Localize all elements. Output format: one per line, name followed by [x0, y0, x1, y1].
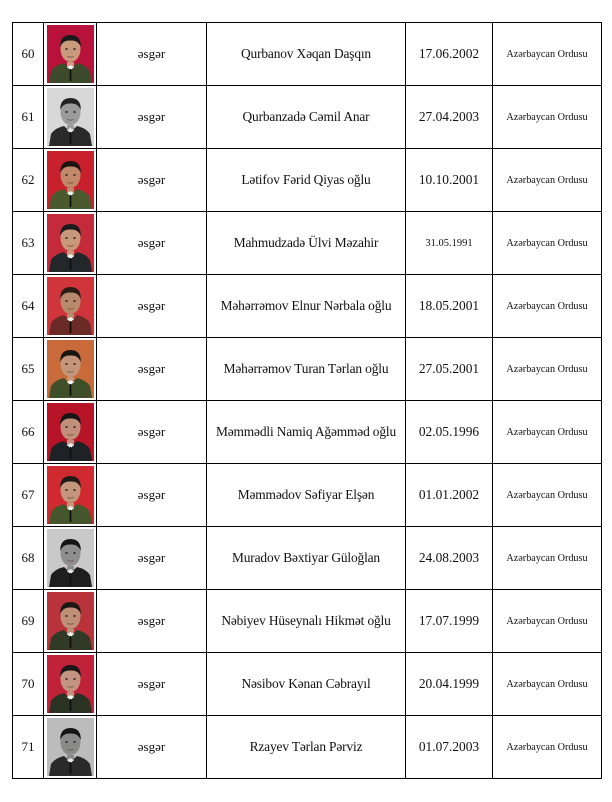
portrait-eye-right: [73, 48, 76, 50]
portrait-photo: [47, 214, 94, 272]
row-number: 66: [13, 401, 44, 464]
portrait-svg: [47, 151, 94, 209]
portrait-svg: [47, 655, 94, 713]
table-row: [13, 716, 602, 779]
rank: əsgər: [97, 590, 207, 653]
portrait-eye-left: [65, 363, 68, 365]
full-name: Məhərrəmov Elnur Nərbala oğlu: [207, 275, 406, 338]
full-name: Məhərrəmov Turan Tərlan oğlu: [207, 338, 406, 401]
portrait-cell: [44, 86, 97, 149]
portrait-tie: [69, 573, 71, 585]
portrait-tie: [69, 384, 71, 396]
portrait-eye-left: [65, 741, 68, 743]
full-name: Rzayev Tərlan Pərviz: [207, 716, 406, 779]
memorial-roster-table: [12, 22, 602, 779]
birth-date: 17.06.2002: [406, 23, 493, 86]
portrait-eye-left: [65, 552, 68, 554]
rank: əsgər: [97, 149, 207, 212]
table-row: [13, 86, 602, 149]
birth-date: 27.04.2003: [406, 86, 493, 149]
full-name: Muradov Bəxtiyar Güloğlan: [207, 527, 406, 590]
row-number: 69: [13, 590, 44, 653]
portrait-eye-right: [73, 615, 76, 617]
table-row: [13, 149, 602, 212]
portrait-cell: [44, 149, 97, 212]
row-number: 60: [13, 23, 44, 86]
military-unit: Azərbaycan Ordusu: [493, 716, 602, 779]
birth-date: 02.05.1996: [406, 401, 493, 464]
full-name: Nəbiyev Hüseynalı Hikmət oğlu: [207, 590, 406, 653]
birth-date: 20.04.1999: [406, 653, 493, 716]
portrait-svg: [47, 403, 94, 461]
portrait-eye-left: [65, 174, 68, 176]
row-number: 61: [13, 86, 44, 149]
table-row: [13, 23, 602, 86]
portrait-cell: [44, 275, 97, 338]
portrait-tie: [69, 321, 71, 333]
portrait-eye-left: [65, 237, 68, 239]
rank: əsgər: [97, 527, 207, 590]
portrait-eye-left: [65, 111, 68, 113]
portrait-photo: [47, 718, 94, 776]
portrait-photo: [47, 25, 94, 83]
table-row: [13, 212, 602, 275]
row-number: 63: [13, 212, 44, 275]
portrait-photo: [47, 403, 94, 461]
portrait-svg: [47, 214, 94, 272]
military-unit: Azərbaycan Ordusu: [493, 590, 602, 653]
military-unit: Azərbaycan Ordusu: [493, 338, 602, 401]
rank: əsgər: [97, 653, 207, 716]
portrait-cell: [44, 338, 97, 401]
full-name: Məmmədli Namiq Ağəmməd oğlu: [207, 401, 406, 464]
portrait-svg: [47, 592, 94, 650]
portrait-cell: [44, 212, 97, 275]
table-row: [13, 338, 602, 401]
military-unit: Azərbaycan Ordusu: [493, 527, 602, 590]
portrait-tie: [69, 69, 71, 81]
full-name: Qurbanzadə Cəmil Anar: [207, 86, 406, 149]
rank: əsgər: [97, 401, 207, 464]
portrait-photo: [47, 529, 94, 587]
portrait-eye-right: [73, 174, 76, 176]
portrait-eye-right: [73, 489, 76, 491]
portrait-svg: [47, 277, 94, 335]
portrait-eye-right: [73, 111, 76, 113]
portrait-cell: [44, 590, 97, 653]
portrait-eye-right: [73, 363, 76, 365]
birth-date: 10.10.2001: [406, 149, 493, 212]
birth-date: 24.08.2003: [406, 527, 493, 590]
portrait-cell: [44, 23, 97, 86]
portrait-tie: [69, 510, 71, 522]
military-unit: Azərbaycan Ordusu: [493, 464, 602, 527]
portrait-tie: [69, 258, 71, 270]
portrait-photo: [47, 592, 94, 650]
portrait-photo: [47, 88, 94, 146]
table-row: [13, 527, 602, 590]
table-row: [13, 275, 602, 338]
rank: əsgər: [97, 464, 207, 527]
table-row: [13, 590, 602, 653]
portrait-svg: [47, 25, 94, 83]
rank: əsgər: [97, 212, 207, 275]
full-name: Nəsibov Kənan Cəbrayıl: [207, 653, 406, 716]
portrait-photo: [47, 655, 94, 713]
portrait-cell: [44, 401, 97, 464]
portrait-eye-left: [65, 678, 68, 680]
portrait-eye-left: [65, 615, 68, 617]
military-unit: Azərbaycan Ordusu: [493, 86, 602, 149]
full-name: Lətifov Fərid Qiyas oğlu: [207, 149, 406, 212]
birth-date: 27.05.2001: [406, 338, 493, 401]
military-unit: Azərbaycan Ordusu: [493, 149, 602, 212]
portrait-eye-right: [73, 552, 76, 554]
rank: əsgər: [97, 338, 207, 401]
rank: əsgər: [97, 23, 207, 86]
birth-date: 17.07.1999: [406, 590, 493, 653]
row-number: 65: [13, 338, 44, 401]
military-unit: Azərbaycan Ordusu: [493, 23, 602, 86]
portrait-eye-right: [73, 300, 76, 302]
row-number: 64: [13, 275, 44, 338]
rank: əsgər: [97, 275, 207, 338]
military-unit: Azərbaycan Ordusu: [493, 212, 602, 275]
table-row: [13, 401, 602, 464]
portrait-tie: [69, 132, 71, 144]
portrait-cell: [44, 527, 97, 590]
portrait-tie: [69, 447, 71, 459]
birth-date: 18.05.2001: [406, 275, 493, 338]
rank: əsgər: [97, 716, 207, 779]
portrait-eye-right: [73, 237, 76, 239]
military-unit: Azərbaycan Ordusu: [493, 653, 602, 716]
portrait-eye-left: [65, 489, 68, 491]
portrait-tie: [69, 699, 71, 711]
portrait-tie: [69, 636, 71, 648]
full-name: Məmmədov Səfiyar Elşən: [207, 464, 406, 527]
portrait-svg: [47, 340, 94, 398]
portrait-eye-right: [73, 426, 76, 428]
portrait-cell: [44, 464, 97, 527]
birth-date: 31.05.1991: [406, 212, 493, 275]
birth-date: 01.07.2003: [406, 716, 493, 779]
portrait-photo: [47, 340, 94, 398]
portrait-eye-right: [73, 678, 76, 680]
portrait-eye-left: [65, 300, 68, 302]
row-number: 67: [13, 464, 44, 527]
portrait-svg: [47, 88, 94, 146]
portrait-eye-right: [73, 741, 76, 743]
portrait-eye-left: [65, 426, 68, 428]
rank: əsgər: [97, 86, 207, 149]
portrait-tie: [69, 762, 71, 774]
portrait-svg: [47, 718, 94, 776]
row-number: 62: [13, 149, 44, 212]
portrait-cell: [44, 653, 97, 716]
military-unit: Azərbaycan Ordusu: [493, 401, 602, 464]
full-name: Mahmudzadə Ülvi Məzahir: [207, 212, 406, 275]
row-number: 70: [13, 653, 44, 716]
table-row: [13, 464, 602, 527]
full-name: Qurbanov Xəqan Daşqın: [207, 23, 406, 86]
birth-date: 01.01.2002: [406, 464, 493, 527]
portrait-svg: [47, 466, 94, 524]
row-number: 71: [13, 716, 44, 779]
table-row: [13, 653, 602, 716]
portrait-photo: [47, 151, 94, 209]
portrait-eye-left: [65, 48, 68, 50]
portrait-photo: [47, 277, 94, 335]
portrait-tie: [69, 195, 71, 207]
roster-body: [13, 23, 602, 779]
portrait-cell: [44, 716, 97, 779]
row-number: 68: [13, 527, 44, 590]
portrait-photo: [47, 466, 94, 524]
portrait-svg: [47, 529, 94, 587]
military-unit: Azərbaycan Ordusu: [493, 275, 602, 338]
